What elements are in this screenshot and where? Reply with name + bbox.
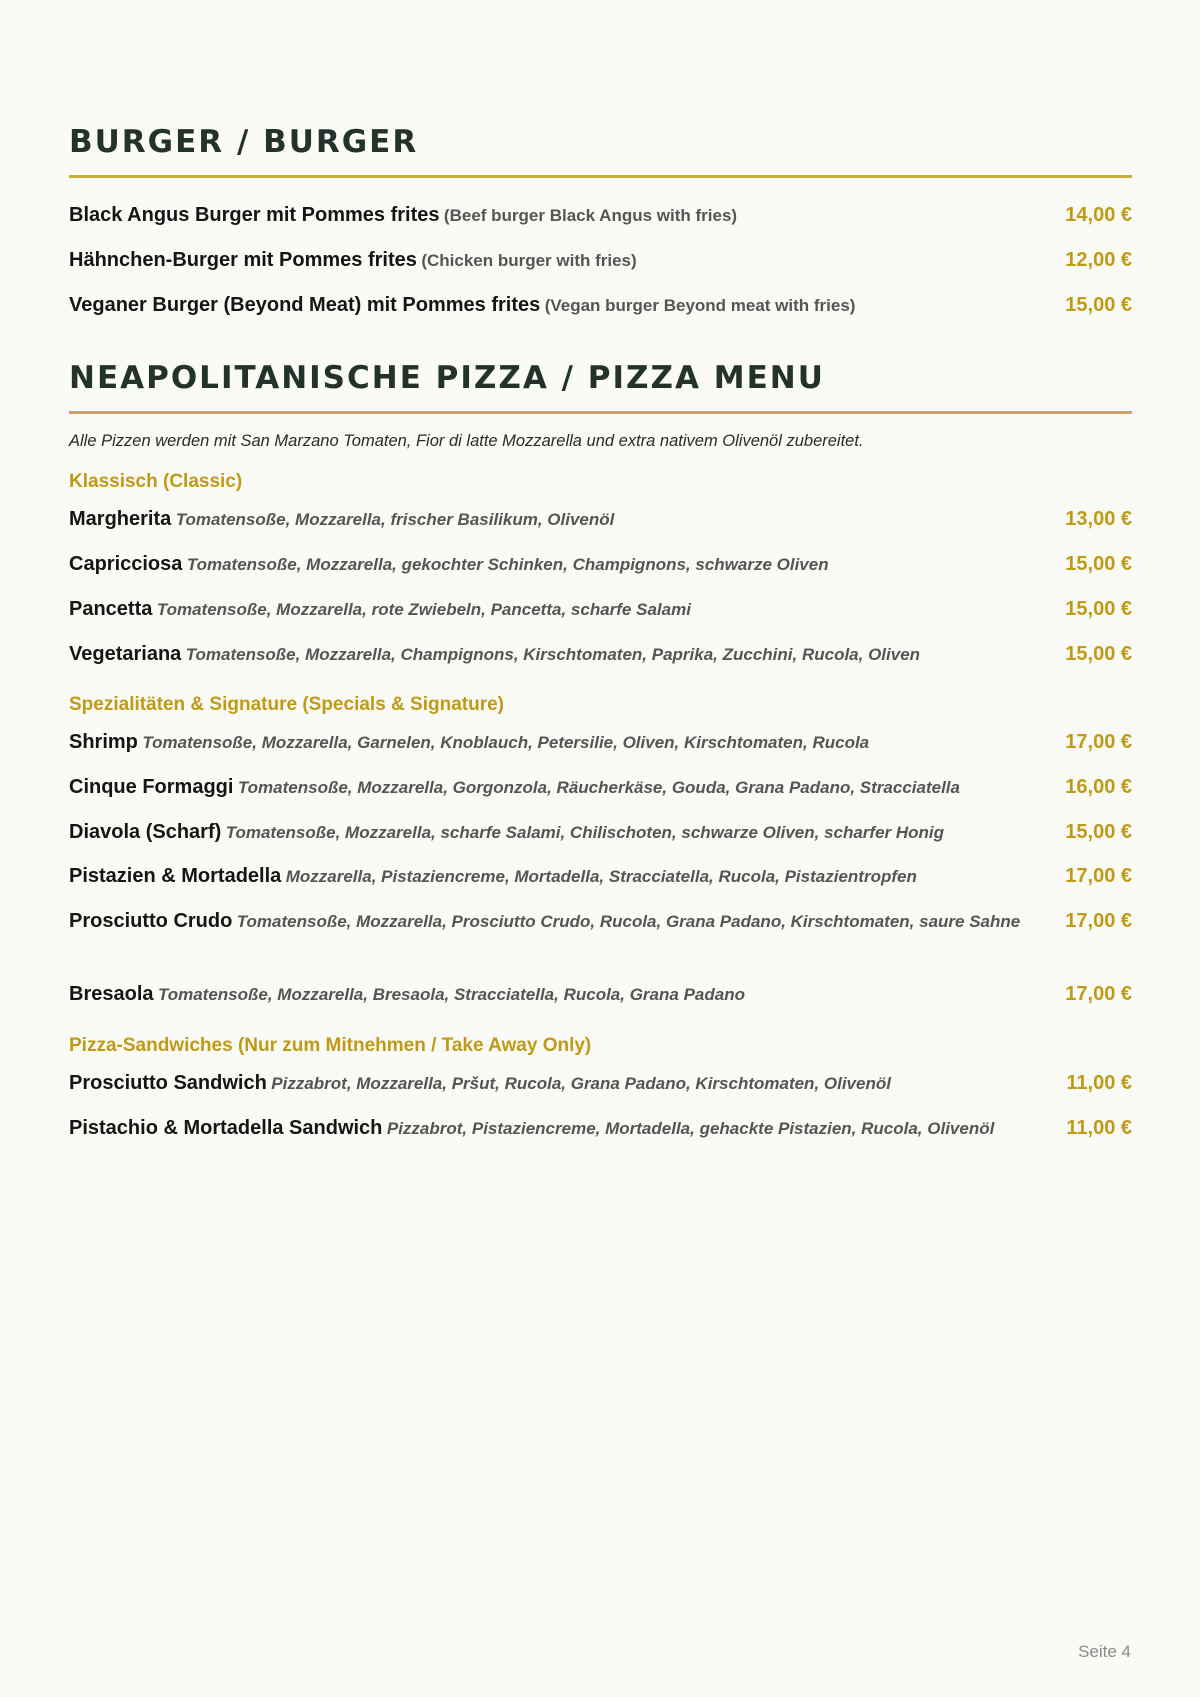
pizza-section bbox=[69, 360, 1132, 414]
item-name: Cinque Formaggi bbox=[69, 776, 234, 798]
item-price: 14,00 € bbox=[1065, 204, 1132, 226]
item-price: 15,00 € bbox=[1065, 643, 1132, 665]
item-price: 15,00 € bbox=[1065, 821, 1132, 843]
item-name: Prosciutto Sandwich bbox=[69, 1072, 267, 1094]
menu-item bbox=[69, 594, 1132, 626]
subheading-classic: Klassisch (Classic) bbox=[69, 471, 243, 492]
item-name: Margherita bbox=[69, 508, 172, 530]
item-name: Prosciutto Crudo bbox=[69, 910, 233, 932]
menu-item bbox=[69, 245, 1132, 277]
item-description: Tomatensoße, Mozzarella, Gorgonzola, Räucherkäse, Gouda, Grana Padano, Stracciatella bbox=[237, 778, 960, 797]
item-name: Vegetariana bbox=[69, 643, 182, 665]
menu-item bbox=[69, 906, 1132, 938]
menu-item bbox=[69, 979, 1132, 1011]
menu-item bbox=[69, 727, 1132, 759]
item-description: Mozzarella, Pistaziencreme, Mortadella, Stracciatella, Rucola, Pistazientropfen bbox=[285, 867, 917, 886]
menu-item bbox=[69, 290, 1132, 322]
burger-section bbox=[69, 124, 1132, 178]
pizza-note: Alle Pizzen werden mit San Marzano Tomaten, Fior di latte Mozzarella und extra nativem Olivenöl zubereitet. bbox=[69, 432, 864, 450]
item-name: Veganer Burger (Beyond Meat) mit Pommes frites bbox=[69, 294, 541, 316]
menu-item bbox=[69, 817, 1132, 849]
item-price: 11,00 € bbox=[1066, 1117, 1132, 1139]
menu-item bbox=[69, 200, 1132, 232]
item-description: Tomatensoße, Mozzarella, Garnelen, Knoblauch, Petersilie, Oliven, Kirschtomaten, Rucola bbox=[142, 733, 870, 752]
item-name: Hähnchen-Burger mit Pommes frites bbox=[69, 249, 417, 271]
item-description: Tomatensoße, Mozzarella, gekochter Schinken, Champignons, schwarze Oliven bbox=[186, 555, 829, 574]
item-name: Pancetta bbox=[69, 598, 153, 620]
item-description: (Beef burger Black Angus with fries) bbox=[443, 206, 738, 225]
item-description: Pizzabrot, Mozzarella, Pršut, Rucola, Grana Padano, Kirschtomaten, Olivenöl bbox=[271, 1074, 891, 1093]
item-name: Pistazien & Mortadella bbox=[69, 865, 282, 887]
item-description: Tomatensoße, Mozzarella, rote Zwiebeln, Pancetta, scharfe Salami bbox=[156, 600, 691, 619]
item-price: 16,00 € bbox=[1065, 776, 1132, 798]
menu-item bbox=[69, 1113, 1132, 1145]
menu-item bbox=[69, 549, 1132, 581]
item-name: Pistachio & Mortadella Sandwich bbox=[69, 1117, 383, 1139]
menu-item bbox=[69, 861, 1132, 893]
subheading-specials: Spezialitäten & Signature (Specials & Signature) bbox=[69, 694, 504, 715]
menu-item bbox=[69, 639, 1132, 671]
item-description: (Vegan burger Beyond meat with fries) bbox=[544, 296, 856, 315]
item-description: Tomatensoße, Mozzarella, Champignons, Kirschtomaten, Paprika, Zucchini, Rucola, Oliven bbox=[185, 645, 921, 664]
item-name: Bresaola bbox=[69, 983, 154, 1005]
item-description: Tomatensoße, Mozzarella, scharfe Salami, Chilischoten, schwarze Oliven, scharfer Honig bbox=[225, 823, 945, 842]
item-name: Shrimp bbox=[69, 731, 138, 753]
item-price: 15,00 € bbox=[1065, 294, 1132, 316]
item-price: 17,00 € bbox=[1065, 731, 1132, 753]
item-price: 12,00 € bbox=[1065, 249, 1132, 271]
item-description: Tomatensoße, Mozzarella, frischer Basilikum, Olivenöl bbox=[175, 510, 615, 529]
item-price: 17,00 € bbox=[1065, 983, 1132, 1005]
item-price: 13,00 € bbox=[1065, 508, 1132, 530]
menu-item bbox=[69, 772, 1132, 804]
item-description: Pizzabrot, Pistaziencreme, Mortadella, gehackte Pistazien, Rucola, Olivenöl bbox=[386, 1119, 995, 1138]
item-price: 17,00 € bbox=[1065, 865, 1132, 887]
page-number: Seite 4 bbox=[1078, 1642, 1131, 1661]
pizza-section-divider bbox=[69, 411, 1132, 414]
item-description: Tomatensoße, Mozzarella, Prosciutto Crudo, Rucola, Grana Padano, Kirschtomaten, saure Sahne bbox=[236, 912, 1021, 931]
item-name: Diavola (Scharf) bbox=[69, 821, 222, 843]
item-price: 15,00 € bbox=[1065, 598, 1132, 620]
item-description: Tomatensoße, Mozzarella, Bresaola, Stracciatella, Rucola, Grana Padano bbox=[157, 985, 745, 1004]
subheading-sandwiches: Pizza-Sandwiches (Nur zum Mitnehmen / Take Away Only) bbox=[69, 1035, 592, 1056]
item-description: (Chicken burger with fries) bbox=[421, 251, 637, 270]
item-price: 11,00 € bbox=[1066, 1072, 1132, 1094]
menu-item bbox=[69, 1068, 1132, 1100]
burger-section-divider bbox=[69, 175, 1132, 178]
menu-item bbox=[69, 504, 1132, 536]
pizza-section-title: NEAPOLITANISCHE PIZZA / PIZZA MENU bbox=[69, 360, 825, 396]
item-price: 17,00 € bbox=[1065, 910, 1132, 932]
item-price: 15,00 € bbox=[1065, 553, 1132, 575]
item-name: Black Angus Burger mit Pommes frites bbox=[69, 204, 440, 226]
burger-section-title: BURGER / BURGER bbox=[69, 124, 419, 160]
item-name: Capricciosa bbox=[69, 553, 183, 575]
